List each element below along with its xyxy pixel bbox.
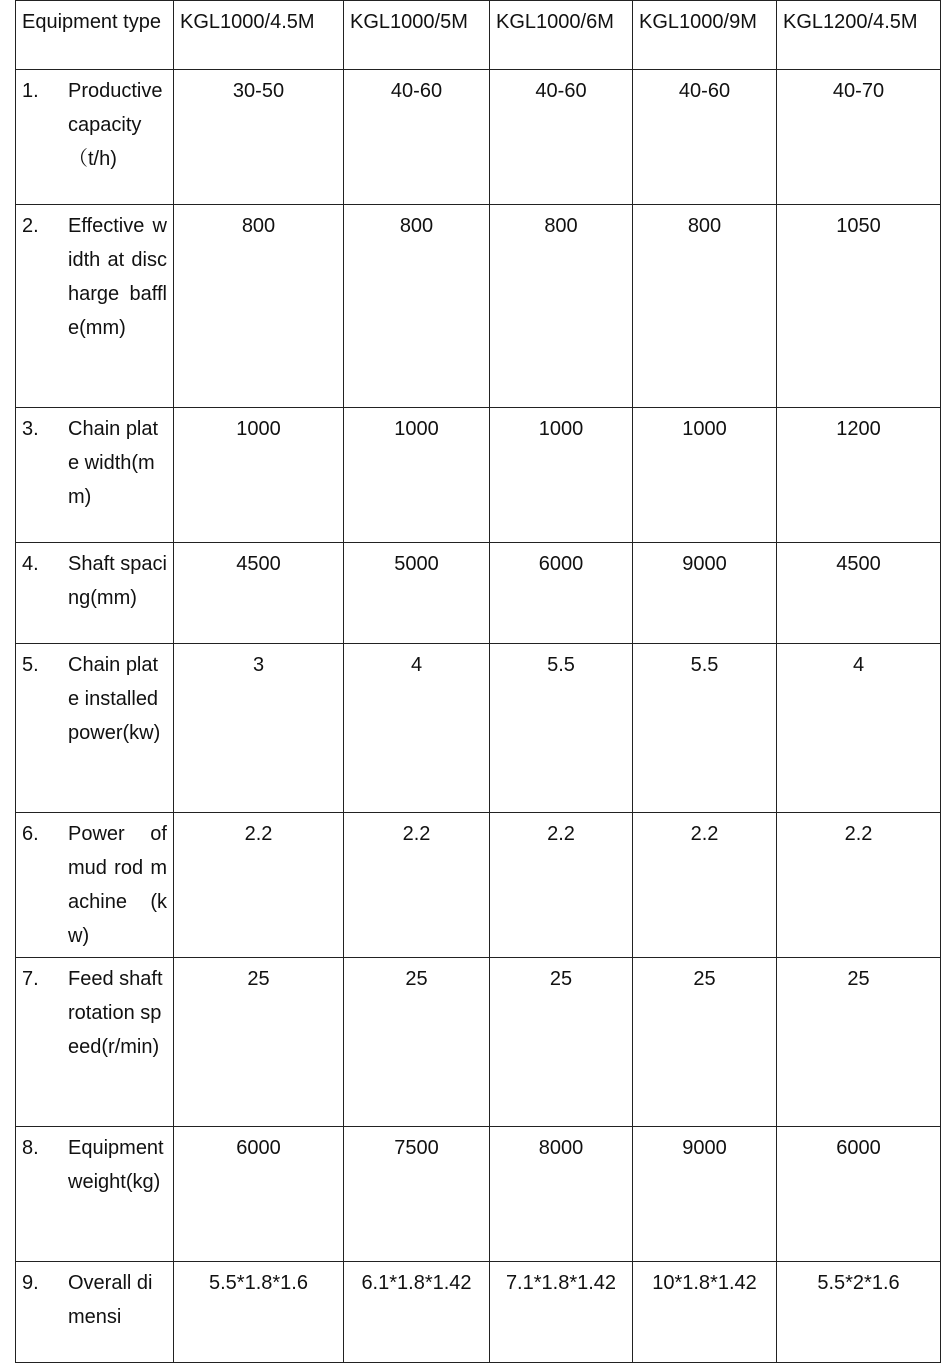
row-number: 9. [22, 1272, 39, 1294]
value-cell: 800 [490, 205, 633, 408]
value-cell: 25 [633, 958, 777, 1127]
table-row [16, 958, 941, 1127]
table-row [16, 1262, 941, 1363]
row-number: 1. [22, 80, 39, 102]
value-cell: 4 [344, 644, 490, 813]
value-cell: 1200 [777, 408, 941, 543]
value-cell: 2.2 [344, 813, 490, 958]
value-cell: 40-60 [490, 70, 633, 205]
value-cell: 4500 [777, 543, 941, 644]
parameter-label: Overall dimensi [68, 1272, 153, 1328]
equipment-spec-table [15, 0, 941, 1363]
value-cell: 4 [777, 644, 941, 813]
parameter-cell [16, 1262, 174, 1363]
parameter-cell [16, 205, 174, 408]
table-row [16, 408, 941, 543]
parameter-label: Productive capacity（t/h) [68, 80, 163, 170]
row-number: 8. [22, 1137, 39, 1159]
row-number: 6. [22, 823, 39, 845]
value-cell: 800 [174, 205, 344, 408]
parameter-cell [16, 644, 174, 813]
value-cell: 5.5*2*1.6 [777, 1262, 941, 1363]
value-cell: 2.2 [490, 813, 633, 958]
value-cell: 6000 [174, 1127, 344, 1262]
parameter-cell [16, 70, 174, 205]
value-cell: 7500 [344, 1127, 490, 1262]
model-header-cell: KGL1200/4.5M [777, 1, 941, 70]
value-cell: 4500 [174, 543, 344, 644]
value-cell: 9000 [633, 1127, 777, 1262]
header-label-cell: Equipment type [16, 1, 174, 70]
row-number: 5. [22, 654, 39, 676]
value-cell: 5.5*1.8*1.6 [174, 1262, 344, 1363]
table-row [16, 70, 941, 205]
parameter-label: Chain plate width(mm) [68, 418, 159, 508]
parameter-label: Effective width at discharge baffle(mm) [68, 215, 167, 339]
value-cell: 800 [344, 205, 490, 408]
value-cell: 5000 [344, 543, 490, 644]
value-cell: 6000 [490, 543, 633, 644]
value-cell: 1050 [777, 205, 941, 408]
value-cell: 5.5 [633, 644, 777, 813]
value-cell: 25 [777, 958, 941, 1127]
value-cell: 2.2 [633, 813, 777, 958]
value-cell: 30-50 [174, 70, 344, 205]
row-number: 4. [22, 553, 39, 575]
value-cell: 2.2 [777, 813, 941, 958]
parameter-label: Shaft spacing(mm) [68, 553, 167, 609]
value-cell: 1000 [633, 408, 777, 543]
parameter-cell [16, 813, 174, 958]
value-cell: 2.2 [174, 813, 344, 958]
value-cell: 7.1*1.8*1.42 [490, 1262, 633, 1363]
value-cell: 40-60 [633, 70, 777, 205]
table-row [16, 1127, 941, 1262]
value-cell: 800 [633, 205, 777, 408]
model-header-cell: KGL1000/5M [344, 1, 490, 70]
value-cell: 25 [344, 958, 490, 1127]
value-cell: 6.1*1.8*1.42 [344, 1262, 490, 1363]
value-cell: 9000 [633, 543, 777, 644]
parameter-label: Power of mud rod machine (kw) [68, 823, 167, 947]
parameter-cell [16, 543, 174, 644]
value-cell: 25 [490, 958, 633, 1127]
value-cell: 5.5 [490, 644, 633, 813]
value-cell: 40-60 [344, 70, 490, 205]
row-number: 7. [22, 968, 39, 990]
row-number: 2. [22, 215, 39, 237]
model-header-cell: KGL1000/9M [633, 1, 777, 70]
parameter-cell [16, 408, 174, 543]
value-cell: 25 [174, 958, 344, 1127]
parameter-cell [16, 1127, 174, 1262]
table-row [16, 543, 941, 644]
value-cell: 3 [174, 644, 344, 813]
row-number: 3. [22, 418, 39, 440]
parameter-label: Equipment weight(kg) [68, 1137, 164, 1193]
parameter-label: Chain plate installed power(kw) [68, 654, 161, 744]
parameter-label: Feed shaft rotation speed(r/min) [68, 968, 163, 1058]
value-cell: 6000 [777, 1127, 941, 1262]
table-row [16, 205, 941, 408]
table-row [16, 644, 941, 813]
value-cell: 1000 [490, 408, 633, 543]
value-cell: 1000 [174, 408, 344, 543]
value-cell: 1000 [344, 408, 490, 543]
parameter-cell [16, 958, 174, 1127]
value-cell: 40-70 [777, 70, 941, 205]
header-row [16, 1, 941, 70]
table-row [16, 813, 941, 958]
model-header-cell: KGL1000/4.5M [174, 1, 344, 70]
value-cell: 10*1.8*1.42 [633, 1262, 777, 1363]
model-header-cell: KGL1000/6M [490, 1, 633, 70]
value-cell: 8000 [490, 1127, 633, 1262]
